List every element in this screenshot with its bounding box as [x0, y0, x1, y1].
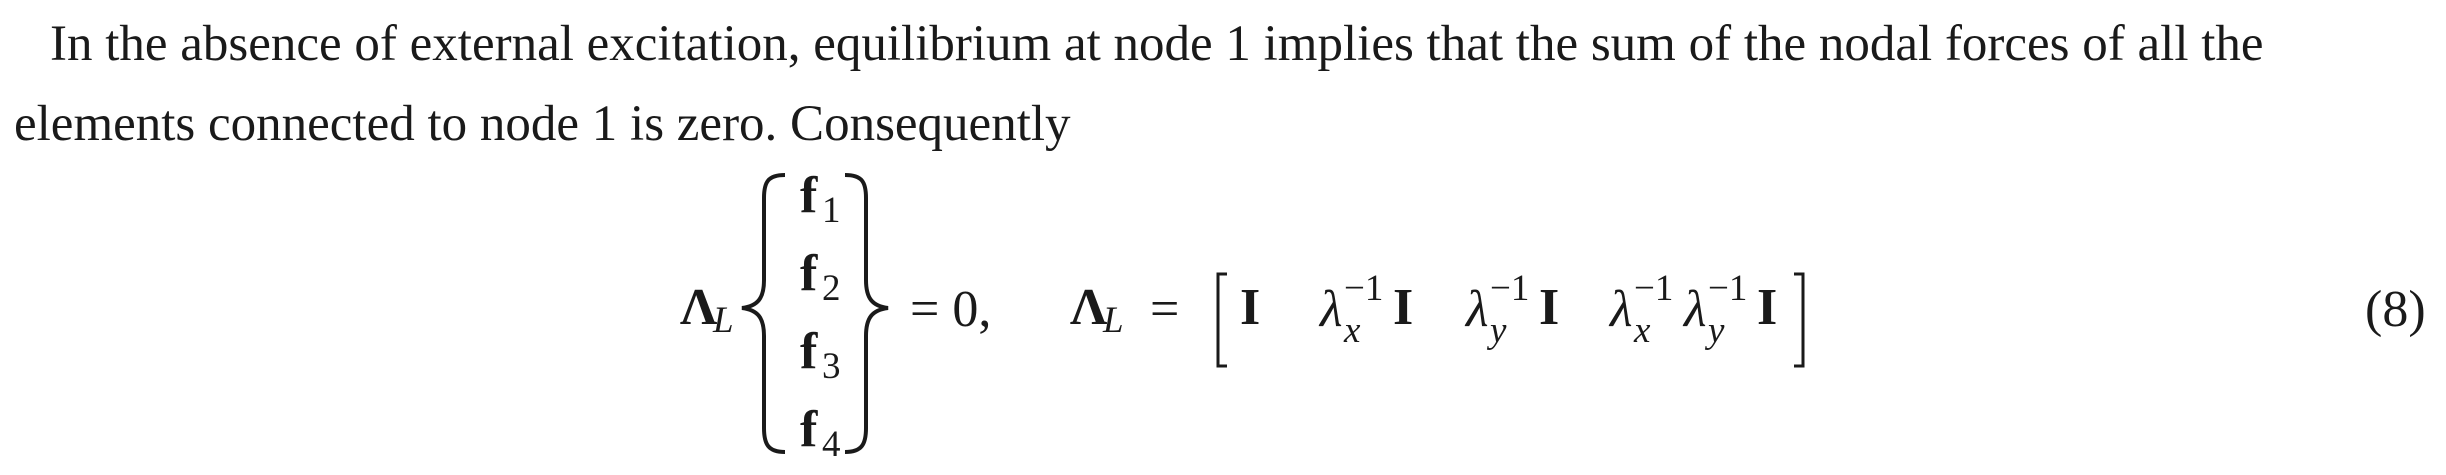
right-square-bracket [1794, 274, 1803, 366]
vector-entry-f3-sub: 3 [822, 346, 841, 387]
left-curly-brace [742, 175, 785, 452]
matrix-entry-4-sup-y: −1 [1708, 268, 1748, 309]
equation-8 [0, 167, 2446, 475]
left-square-bracket [1218, 274, 1227, 366]
vector-entry-f1-sub: 1 [822, 190, 841, 231]
vector-entry-f2-sub: 2 [822, 268, 841, 309]
lambda-l-subscript: L [713, 300, 734, 341]
matrix-entry-2-identity: I [1393, 279, 1414, 336]
matrix-entry-2-sup: −1 [1344, 268, 1384, 309]
right-curly-brace [845, 175, 888, 452]
rhs-lambda-l-symbol: Λ [1070, 279, 1108, 336]
matrix-entry-2-sub: x [1344, 310, 1361, 351]
rhs-equals: = [1150, 281, 1180, 338]
paragraph-line-2: elements connected to node 1 is zero. Consequently [14, 96, 1071, 152]
body-paragraph [14, 4, 2434, 164]
matrix-entry-3-identity: I [1539, 279, 1560, 336]
matrix-entry-4-sup-x: −1 [1634, 268, 1674, 309]
matrix-entry-4-lambda-x: λ [1610, 281, 1633, 338]
equals-zero-text: = 0, [910, 281, 992, 338]
vector-entry-f4: f [800, 401, 818, 458]
equation-number: (8) [2365, 281, 2426, 338]
equation-brackets [0, 167, 2446, 475]
vector-entry-f4-sub: 4 [822, 424, 841, 465]
equals-zero [910, 281, 992, 338]
matrix-entry-3-lambda: λ [1466, 281, 1489, 338]
vector-entry-f3: f [800, 323, 818, 380]
matrix-entry-2-lambda: λ [1320, 281, 1343, 338]
rhs-lambda-l-subscript: L [1103, 300, 1124, 341]
matrix-entry-identity: I [1240, 279, 1261, 336]
paragraph-line-1: In the absence of external excitation, equilibrium at node 1 implies that the sum of the nodal forces of all the [50, 16, 2264, 72]
matrix-entry-3-sup: −1 [1490, 268, 1530, 309]
matrix-entry-3-sub: y [1490, 310, 1507, 351]
matrix-entry-4-sub-y: y [1708, 310, 1725, 351]
matrix-entry-4-sub-x: x [1634, 310, 1651, 351]
matrix-entry-4-identity: I [1757, 279, 1778, 336]
lambda-l-symbol: Λ [680, 279, 718, 336]
vector-entry-f1: f [800, 167, 818, 224]
vector-entry-f2: f [800, 245, 818, 302]
matrix-entry-4-lambda-y: λ [1684, 281, 1707, 338]
